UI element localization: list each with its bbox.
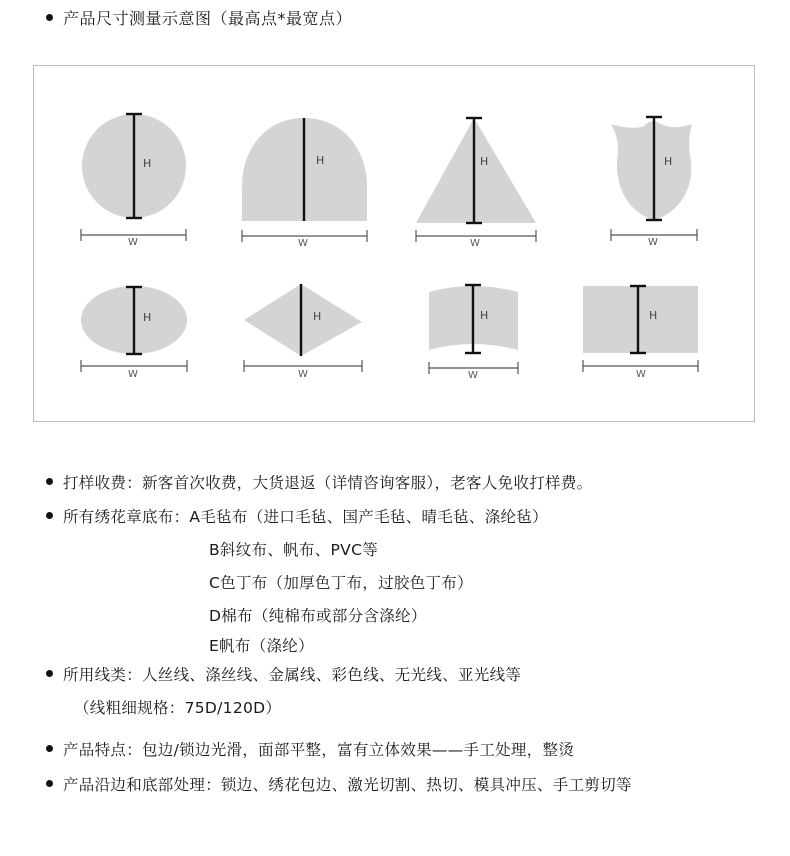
- fabric-e: E帆布（涤纶）: [209, 637, 314, 655]
- bullet-icon: [46, 670, 53, 677]
- fabric-d: D棉布（纯棉布或部分含涤纶）: [209, 607, 427, 625]
- h-label: H: [480, 155, 489, 168]
- h-label: H: [664, 155, 673, 168]
- w-label: W: [128, 369, 138, 380]
- h-label: H: [480, 309, 489, 322]
- base-fabric-row: 所有绣花章底布：A毛毡布（进口毛毡、国产毛毡、晴毛毡、涤纶毡）: [46, 505, 548, 527]
- w-label: W: [128, 237, 138, 248]
- sampling-fee-row: 打样收费：新客首次收费，大货退返（详情咨询客服），老客人免收打样费。: [46, 471, 592, 493]
- bullet-icon: [46, 478, 53, 485]
- rectangle-shape: [583, 286, 698, 380]
- page-title: 产品尺寸测量示意图（最高点*最宽点）: [46, 6, 352, 29]
- w-label: W: [468, 370, 478, 381]
- thread-spec: （线粗细规格：75D/120D）: [74, 699, 282, 717]
- measurement-diagram: [33, 65, 755, 422]
- h-label: H: [649, 309, 658, 322]
- w-label: W: [636, 369, 646, 380]
- shapes-svg: [34, 66, 756, 423]
- thread-types-row: 所用线类：人丝线、涤丝线、金属线、彩色线、无光线、亚光线等: [46, 663, 521, 685]
- shield-shape: [611, 117, 697, 248]
- circle-shape: [81, 114, 186, 248]
- curved-banner-shape: [429, 285, 518, 381]
- h-label: H: [143, 157, 152, 170]
- bullet-icon: [46, 512, 53, 519]
- fabric-b: B斜纹布、帆布、PVC等: [209, 541, 379, 559]
- bullet-icon: [46, 780, 53, 787]
- w-label: W: [648, 237, 658, 248]
- fabric-c: C色丁布（加厚色丁布，过胶色丁布）: [209, 574, 473, 592]
- diamond-shape: [244, 284, 362, 380]
- w-label: W: [298, 369, 308, 380]
- h-label: H: [143, 311, 152, 324]
- w-label: W: [470, 238, 480, 249]
- arch-shape: [242, 118, 367, 249]
- ellipse-shape: [81, 286, 187, 380]
- bullet-icon: [46, 14, 53, 21]
- bullet-icon: [46, 745, 53, 752]
- w-label: W: [298, 238, 308, 249]
- h-label: H: [313, 310, 322, 323]
- features-row: 产品特点：包边/锁边光滑，面部平整，富有立体效果——手工处理，整烫: [46, 738, 574, 760]
- h-label: H: [316, 154, 325, 167]
- edge-processing-row: 产品沿边和底部处理：锁边、绣花包边、激光切割、热切、模具冲压、手工剪切等: [46, 773, 632, 795]
- triangle-shape: [416, 118, 536, 249]
